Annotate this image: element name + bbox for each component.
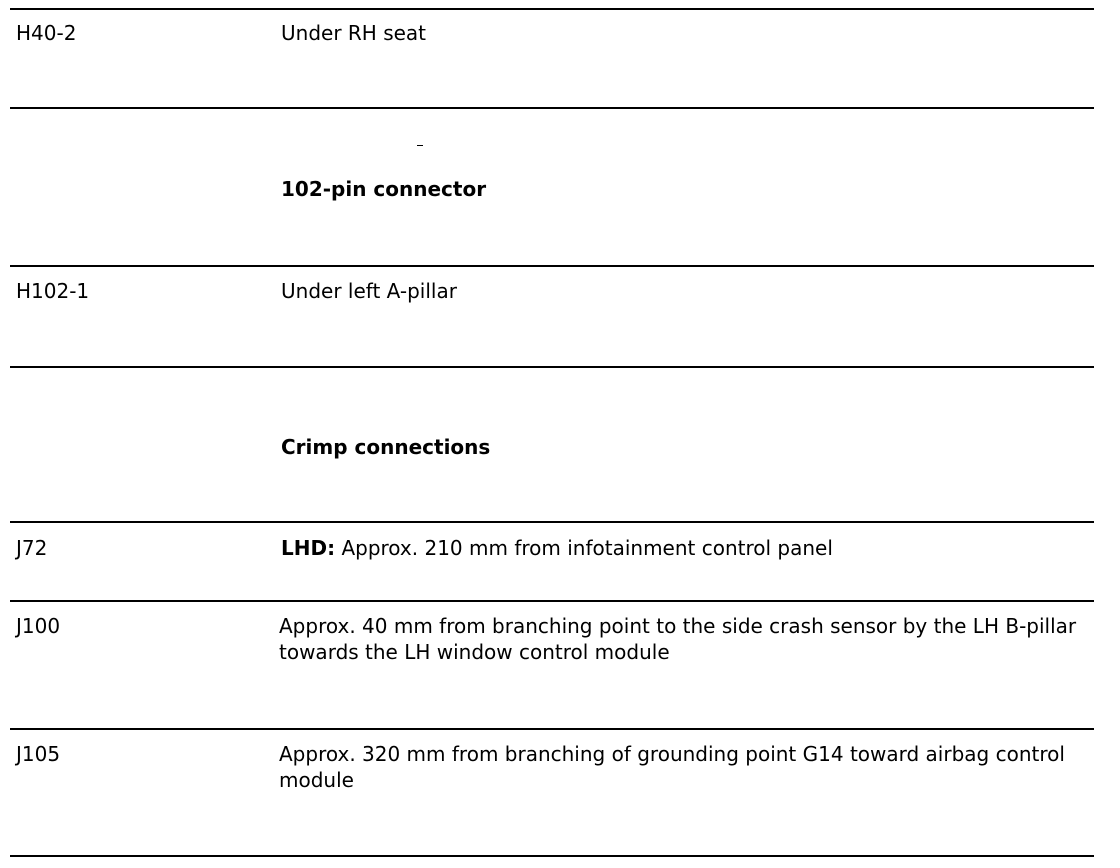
connector-id: J105	[16, 742, 61, 766]
dash-mark	[417, 145, 423, 146]
table-row-divider	[10, 8, 1094, 10]
table-row-divider	[10, 728, 1094, 730]
connector-id: J100	[16, 614, 61, 638]
table-row-divider	[10, 265, 1094, 267]
connector-location: Under RH seat	[281, 21, 427, 45]
connector-location: Approx. 40 mm from branching point to the side crash sensor by the LH B-pillar towards the LH window control module	[279, 614, 1077, 664]
location-text: Approx. 210 mm from infotainment control panel	[341, 536, 833, 560]
connector-id: H40-2	[16, 21, 77, 45]
section-heading: Crimp connections	[281, 435, 491, 459]
connector-location	[281, 535, 833, 561]
table-row-divider	[10, 366, 1094, 368]
table-row-divider	[10, 107, 1094, 109]
table-row-divider	[10, 521, 1094, 523]
connector-location: Under left A-pillar	[281, 279, 457, 303]
connector-id: H102-1	[16, 279, 90, 303]
table-row-divider	[10, 855, 1094, 857]
section-heading: 102-pin connector	[281, 177, 487, 201]
connector-id: J72	[16, 536, 48, 560]
connector-location: Approx. 320 mm from branching of grounding point G14 toward airbag control module	[279, 742, 1065, 792]
market-prefix: LHD:	[281, 536, 336, 560]
table-row-divider	[10, 600, 1094, 602]
